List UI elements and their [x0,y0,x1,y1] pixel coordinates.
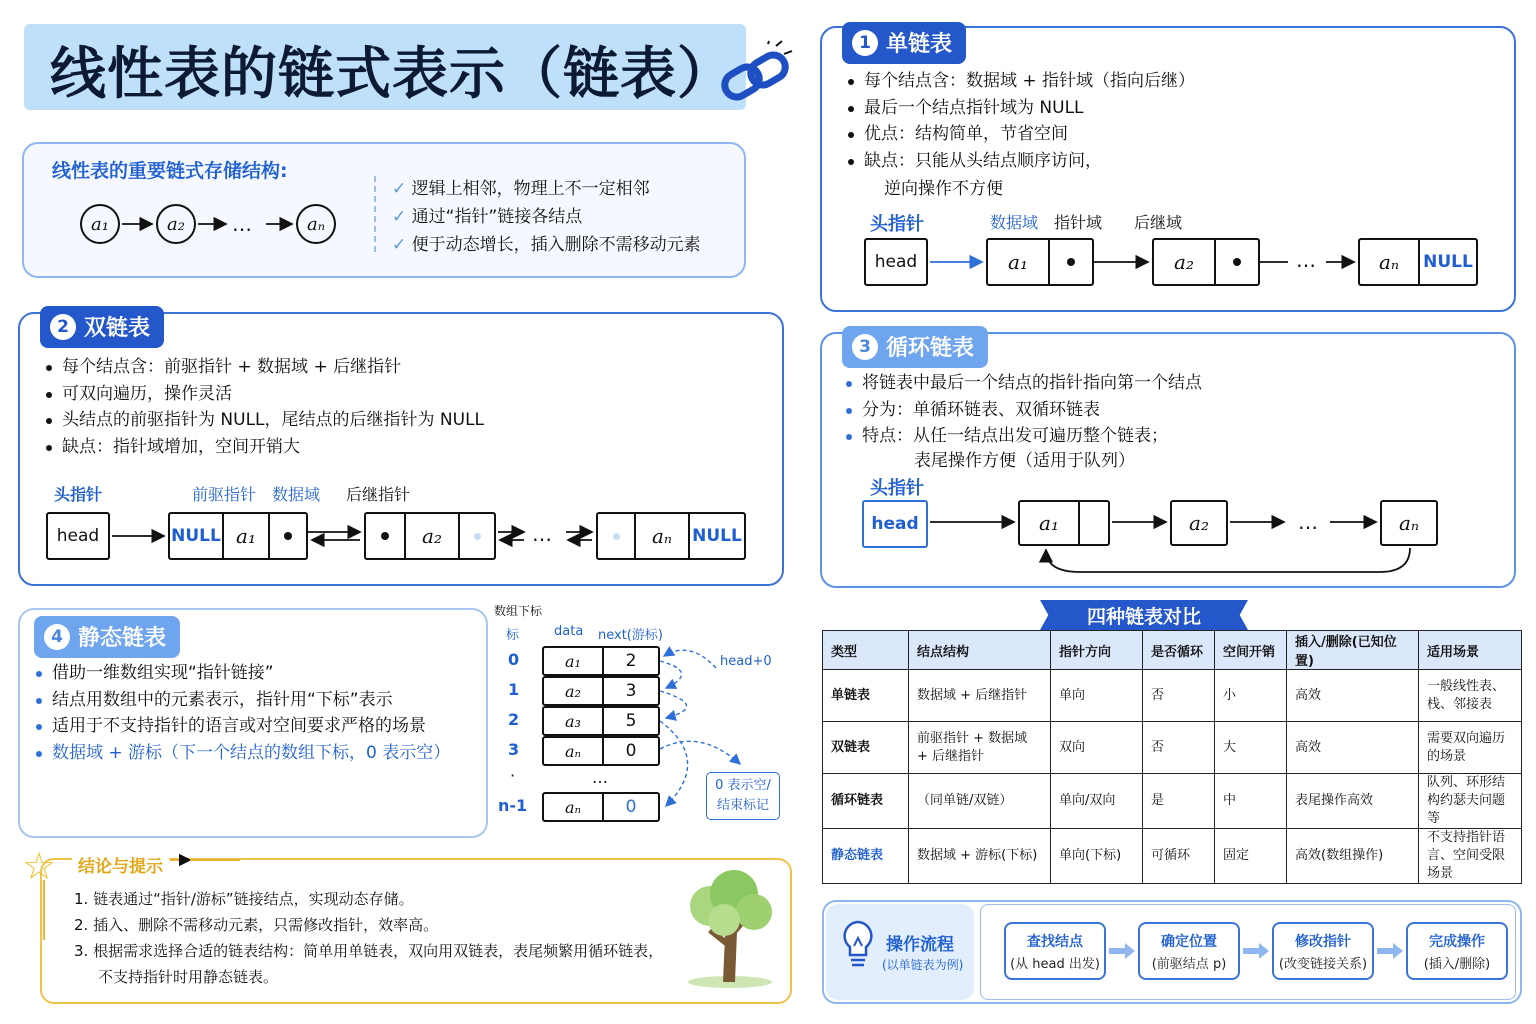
double-ellipsis: … [532,522,552,546]
check-icon: ✓ [392,207,412,227]
single-data-label: 数据域 [990,213,1039,232]
table-row: 静态链表 数据域 + 游标(下标) 单向(下标) 可循环 固定 高效(数组操作) 不支持指针语言、空间受限场景 [823,829,1522,884]
bullet: 优点：结构简单，节省空间 [846,121,1195,148]
chain-link-icon [718,40,798,120]
badge-number: 3 [852,334,878,360]
table-header: 结点结构 [909,631,1051,670]
pointer-dot [598,514,634,558]
col-next-header: next(游标) [598,628,663,643]
single-node-an: aₙ NULL [1358,238,1478,286]
check-item-3: ✓ 便于动态增长，插入删除不需移动元素 [392,235,701,255]
circular-node-a1: a₁ [1018,500,1110,546]
double-head-box: head [46,512,110,560]
array-dots: … [592,768,608,787]
array-dot-idx: · [510,766,516,785]
bullet: 可双向遍历，操作灵活 [44,381,484,408]
summary-item-4: 不支持指针时用静态链表。 [98,968,279,986]
intro-divider [374,176,376,252]
table-header: 是否循环 [1143,631,1215,670]
double-node-an: aₙ NULL [596,512,746,560]
bullet: 缺点：指针域增加，空间开销大 [44,434,484,461]
pointer-dot [268,514,306,558]
single-bullets [846,68,1195,174]
pointer-dot [1214,240,1258,284]
double-list-badge: 2 双链表 [40,306,164,348]
table-header: 指针方向 [1051,631,1143,670]
table-row: 双链表 前驱指针 + 数据域 + 后继指针 双向 否 大 高效 需要双向遍历的场景 [823,722,1522,774]
tree-icon [680,866,780,990]
pointer-dot [1048,240,1092,284]
single-ptr-label: 指针域 [1054,213,1103,232]
bullet: 每个结点含：前驱指针 + 数据域 + 后继指针 [44,354,484,381]
circular-head-box: head [862,500,928,548]
intro-node-a2: a₂ [156,204,196,244]
table-header: 类型 [823,631,909,670]
single-ellipsis: … [1296,248,1316,272]
check-item-2: ✓ 通过“指针”链接各结点 [392,207,583,227]
pointer-dot [458,514,494,558]
table-header-row [823,631,1522,670]
summary-item-3: 3. 根据需求选择合适的链表结构：简单用单链表，双向用双链表，表尾频繁用循环链表， [74,942,664,960]
summary-item-2: 2. 插入、删除不需移动元素，只需修改指针，效率高。 [74,916,439,934]
flow-step-1: 查找结点 (从 head 出发) [1004,922,1106,980]
double-head-label: 头指针 [54,485,103,504]
flow-step-2: 确定位置 (前驱结点 p) [1138,922,1240,980]
bullet: 最后一个结点指针域为 NULL [846,95,1195,122]
circular-bullets [844,370,1202,450]
flow-arrow-icon [1243,943,1269,959]
head-note: head+0 [720,654,772,669]
end-note: 0 表示空/ 结束标记 [706,772,780,820]
table-header: 空间开销 [1215,631,1287,670]
bullet: 将链表中最后一个结点的指针指向第一个结点 [844,370,1202,397]
single-list-badge: 1 单链表 [842,22,966,64]
intro-ellipsis: … [232,212,252,236]
badge-number: 4 [44,624,70,650]
double-prev-label: 前驱指针 [192,485,257,504]
bullet: 缺点：只能从头结点顺序访问， [846,148,1195,175]
double-node-a2: a₂ [364,512,496,560]
circular-node-a2: a₂ [1170,500,1228,546]
circular-bullet-cont: 表尾操作方便（适用于队列） [914,451,1135,471]
table-header: 插入/删除(已知位置) [1287,631,1419,670]
bullet: 头结点的前驱指针为 NULL，尾结点的后继指针为 NULL [44,407,484,434]
circular-ellipsis: … [1298,510,1318,534]
static-bullets [34,660,450,766]
star-icon: ☆ [22,844,57,888]
check-icon: ✓ [392,235,412,255]
check-icon: ✓ [392,179,412,199]
single-node-a2: a₂ [1152,238,1260,286]
flow-step-4: 完成操作 (插入/删除) [1406,922,1508,980]
double-data-label: 数据域 [272,485,321,504]
bullet: 数据域 + 游标（下一个结点的数组下标，0 表示空） [34,740,450,767]
intro-node-an: aₙ [296,204,336,244]
table-header: 适用场景 [1419,631,1522,670]
page-title: 线性表的链式表示（链表） [50,42,734,107]
bullet: 分为：单循环链表、双循环链表 [844,397,1202,424]
badge-number: 2 [50,314,76,340]
static-list-badge: 4 静态链表 [34,616,180,658]
check-item-1: ✓ 逻辑上相邻，物理上不一定相邻 [392,179,650,199]
single-head-label: 头指针 [870,214,924,235]
lightbulb-icon [840,916,876,976]
double-node-a1: NULL a₁ [168,512,308,560]
table-row: 循环链表 （同单链/双链） 单向/双向 是 中 表尾操作高效 队列、环形结构约瑟夫问题等 [823,774,1522,829]
col-idx-header: 标 [506,628,520,643]
circular-head-label: 头指针 [870,478,924,499]
circular-node-an: aₙ [1380,500,1438,546]
flow-arrow-icon [1377,943,1403,959]
badge-number: 1 [852,30,878,56]
intro-node-a1: a₁ [80,204,120,244]
double-next-label: 后继指针 [346,485,411,504]
single-node-a1: a₁ [986,238,1094,286]
summary-title: 结论与提示 [72,852,169,877]
flow-title: 操作流程 [886,935,954,955]
compare-table [822,630,1522,884]
single-bullet-cont: 逆向操作不方便 [884,179,1003,199]
single-next-label: 后继域 [1134,213,1183,232]
table-row: 单链表 数据域 + 后继指针 单向 否 小 高效 一般线性表、栈、邻接表 [823,670,1522,722]
bullet: 适用于不支持指针的语言或对空间要求严格的场景 [34,713,450,740]
bullet: 特点：从任一结点出发可遍历整个链表； [844,423,1202,450]
bullet: 结点用数组中的元素表示，指针用“下标”表示 [34,687,450,714]
bullet: 每个结点含：数据域 + 指针域（指向后继） [846,68,1195,95]
array-caption: 数组下标 [494,604,543,618]
summary-item-1: 1. 链表通过“指针/游标”链接结点，实现动态存储。 [74,890,414,908]
double-bullets [44,354,484,460]
flow-subtitle: (以单链表为例) [882,958,964,972]
single-head-box: head [864,238,928,286]
circular-list-badge: 3 循环链表 [842,326,988,368]
intro-heading: 线性表的重要链式存储结构: [52,160,288,182]
bullet: 借助一维数组实现“指针链接” [34,660,450,687]
flow-step-3: 修改指针 (改变链接关系) [1272,922,1374,980]
pointer-dot [366,514,404,558]
flow-arrow-icon [1109,943,1135,959]
compare-title: 四种链表对比 [1086,606,1201,628]
col-data-header: data [554,624,584,639]
